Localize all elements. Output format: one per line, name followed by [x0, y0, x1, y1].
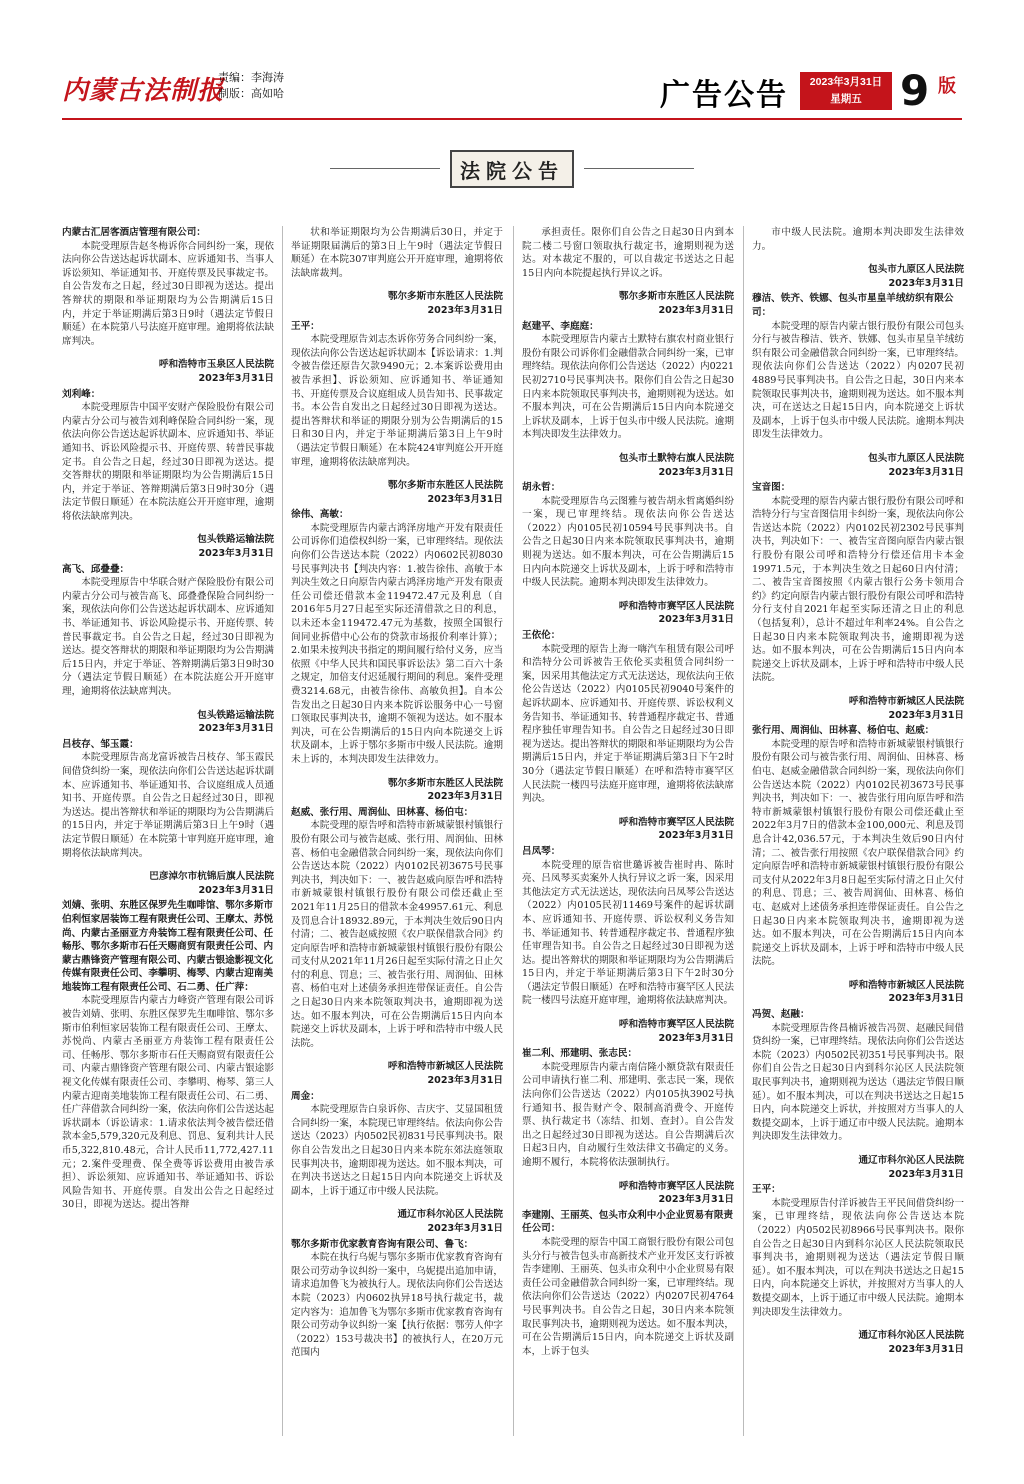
column-3: [522, 226, 734, 1360]
notice-date: 2023年3月31日: [888, 1168, 964, 1180]
notice-date: 2023年3月31日: [427, 791, 503, 803]
notice-recipient: 刘利峰：: [62, 388, 101, 400]
notice-court: 包头市土默特右旗人民法院: [618, 452, 734, 464]
column-4: [752, 226, 964, 1358]
court-notice: [291, 508, 503, 803]
notice-recipient: 王平：: [752, 1184, 781, 1196]
notice-recipient: 徐伟、高敏：: [291, 509, 349, 521]
column-divider: [513, 226, 514, 1436]
court-notice: [62, 563, 274, 736]
notice-court: 鄂尔多斯市东胜区人民法院: [387, 777, 503, 789]
page-header: [0, 0, 1024, 120]
notice-date: 2023年3月31日: [888, 709, 964, 721]
notice-recipient: 王依伦：: [522, 630, 561, 642]
court-notice: [522, 629, 734, 843]
notice-court: 通辽市科尔沁区人民法院: [858, 1155, 964, 1166]
notice-court: 包头市九原区人民法院: [868, 264, 964, 276]
notice-court: 呼和浩特市赛罕区人民法院: [618, 600, 734, 612]
court-notice: [522, 226, 734, 318]
notice-court: 呼和浩特市新城区人民法院: [848, 979, 964, 991]
notice-date: 2023年3月31日: [658, 1194, 734, 1206]
notice-recipient: 内蒙古汇居客酒店管理有限公司：: [62, 227, 206, 238]
notice-recipient: 吕枝存、邹玉霞：: [62, 738, 139, 750]
notice-court: 呼和浩特市赛罕区人民法院: [618, 816, 734, 828]
newspaper-logo: 内蒙古法制报: [62, 76, 225, 106]
notice-court: 通辽市科尔沁区人民法院: [858, 1330, 964, 1342]
court-notice: [62, 899, 274, 1212]
notice-court: 包头铁路运输法院: [197, 709, 274, 721]
notice-body: 本院受理的原告内蒙古银行股份有限公司包头分行与被告穆洁、铁齐、铁娜、包头市星皇羊绒纺织有限公司金融借款合同纠纷一案，已审理终结。现依法向你们公告送达（2022）内0207民初4889号民事判决书。自公告之日起，30日内来本院领取民事判决书，逾期则视为送达。如不服本判决，可在送达之日起15日内，向本院递交上诉状及副本，上诉于包头市中级人民法院。逾期本判决即发生法律效力。: [752, 320, 964, 441]
court-notice: [291, 226, 503, 318]
court-notice: [752, 1183, 964, 1356]
header-rule: [62, 118, 962, 120]
court-notice: [291, 320, 503, 507]
notice-recipient: 赵威、张行用、周润仙、田林喜、杨伯屯：: [291, 806, 474, 818]
section-banner: [450, 150, 574, 188]
notice-court: 鄂尔多斯市东胜区人民法院: [387, 480, 503, 492]
notice-date: 2023年3月31日: [658, 304, 734, 316]
notice-court: 呼和浩特市新城区人民法院: [387, 1061, 503, 1073]
court-notice: [291, 1238, 503, 1360]
notice-recipient: 赵建平、李庭庭：: [522, 320, 599, 332]
page-number: 9: [900, 66, 930, 115]
notice-body: 承担责任。限你们自公告之日起30日内到本院二楼二号窗口领取执行裁定书，逾期则视为送达。对本裁定不服的，可以自裁定书送达之日起15日内向本院提起执行异议之诉。: [522, 227, 734, 279]
notice-body: 本院受理的原告内蒙古银行股份有限公司呼和浩特分行与宝音图信用卡纠纷一案，现依法向你公告送达本院（2022）内0102民初2302号民事判决书，判决如下：一、被告宝音图向原告内蒙古银行股份有限公司呼和浩特分行偿还信用卡本金19971.5元，于本判决生效之日起60日内付清；二、被告宝音图按照《内蒙古银行公务卡领用合约》约定向原告内蒙古银行股份有限公司呼和浩特分行支付自2021年起至实际还清之日止的利息（包括复利），总计不超过年利率24%。自公告之日起30日内来本院领取判决书，逾期即视为送达。如不服本判决，可在公告期满后15日内向本院递交上诉状及副本，上诉于呼和浩特市中级人民法院。: [752, 495, 964, 684]
notice-date: 2023年3月31日: [658, 614, 734, 626]
notice-recipient: 刘婧、张明、东胜区保罗先生咖啡馆、鄂尔多斯市伯利恒家居装饰工程有限责任公司、王摩太、苏悦尚、内蒙古圣丽亚方舟装饰工程有限责任公司、任畅彤、鄂尔多斯市石任天赐商贸有限责任公司、内蒙古鼎锋资产管理有限公司、内蒙古银途影视文化传媒有限责任公司、李攀明、梅琴、内蒙古迎南美地装饰工程有限责任公司、石二勇、任广萍：: [62, 900, 274, 993]
notice-court: 通辽市科尔沁区人民法院: [397, 1209, 503, 1221]
notice-recipient: 鄂尔多斯市优家教育咨询有限公司、鲁飞：: [291, 1238, 474, 1250]
notice-court: 巴彦淖尔市杭锦后旗人民法院: [149, 871, 274, 883]
court-notice: [752, 481, 964, 722]
notice-date: 2023年3月31日: [888, 993, 964, 1005]
section-title: 广告公告: [660, 78, 788, 113]
court-notice: [522, 845, 734, 1045]
notice-court: 呼和浩特市新城区人民法院: [848, 696, 964, 707]
notice-date: 2023年3月31日: [888, 466, 964, 478]
notice-date: 2023年3月31日: [658, 466, 734, 478]
notice-recipient: 吕凤琴：: [522, 845, 561, 857]
notice-date: 2023年3月31日: [198, 548, 274, 560]
court-notice: [522, 481, 734, 627]
notice-recipient: 宝音图：: [752, 482, 791, 494]
court-notice: [62, 738, 274, 898]
notice-court: 包头市九原区人民法院: [868, 452, 964, 464]
court-notice: [291, 1090, 503, 1236]
notice-body: 本院在执行乌妮与鄂尔多斯市优家教育咨询有限公司劳动争议纠纷一案中，乌妮提出追加申请，请求追加鲁飞为被执行人。现依法向你们公告送达本院（2023）内0602执异18号执行裁定书，裁定内容为：追加鲁飞为鄂尔多斯市优家教育咨询有限公司劳动争议纠纷一案【执行依据：鄂劳人仲字（2022）153号裁决书】的被执行人，在20万元范围内: [291, 1252, 503, 1359]
notice-recipient: 张行用、周润仙、田林喜、杨伯屯、赵威：: [752, 725, 935, 737]
notice-body: 本院受理原告高龙富诉被告吕枝存、邹玉霞民间借贷纠纷一案，现依法向你们公告送达起诉状副本、应诉通知书、举证通知书、合议庭组成人员通知书、开庭传票。自公告之日起经过30日，即视为送达。提出答辩状和举证的期限均为公告期满后的15日内，并定于举证期满后第3日上午9时（遇法定节假日顺延）在本院第十审判庭开庭审理，逾期将依法缺席判决。: [62, 752, 274, 859]
court-notice: [62, 226, 274, 386]
notice-date: 2023年3月31日: [198, 884, 274, 896]
banner-title: 法院公告: [460, 158, 564, 183]
notice-court: 呼和浩特市玉泉区人民法院: [158, 359, 274, 371]
editor-credit: 责编：李海涛: [218, 72, 284, 84]
notice-date: 2023年3月31日: [427, 493, 503, 505]
notice-body: 本院受理的原告中国工商银行股份有限公司包头分行与被告包头市高新技术产业开发区支行诉被告李建刚、王丽英、包头市众利中小企业贸易有限责任公司金融借款合同纠纷一案，已审理终结。现依法向你们公告送达（2022）内0207民初4764号民事判决书。自公告之日起，30日内来本院领取民事判决书，逾期则视为送达。如不服本判决，可在公告期满后15日内，向本院递交上诉状及副本，上诉于包头: [522, 1236, 734, 1357]
court-notice: [752, 724, 964, 1006]
notice-court: 包头铁路运输法院: [197, 534, 274, 546]
notice-date: 2023年3月31日: [888, 1343, 964, 1355]
page-label: 版: [938, 76, 956, 97]
issue-weekday: 星期五: [830, 93, 862, 105]
notice-recipient: 周金：: [291, 1090, 320, 1102]
notice-body: 本院受理原告内蒙古土默特右旗农村商业银行股份有限公司诉你们金融借款合同纠纷一案，已审理终结。现依法向你们公告送达（2022）内0221民初2710号民事判决书。限你们自公告之日起30日内来本院领取民事判决书，逾期则视为送达。如不服本判决，可在公告期满后15日内向本院递交上诉状及副本，上诉于包头市中级人民法院。逾期本判决即发生法律效力。: [522, 334, 734, 441]
notice-body: 本院受理原告付洋诉被告王平民间借贷纠纷一案，已审理终结，现依法向你公告送达本院（2022）内0502民初8966号民事判决书。限你自公告之日起30日内到科尔沁区人民法院领取民事判决书，逾期则视为送达（遇法定节假日顺延）。如不服本判决，可以在判决书送达之日起15日内，向本院递交上诉状，并按照对方当事人的人数提交副本，上诉于通辽市中级人民法院。逾期本判决即发生法律效力。: [752, 1197, 964, 1318]
court-notice: [522, 320, 734, 480]
banner-ornament-left: [330, 168, 440, 169]
court-notice: [291, 806, 503, 1088]
banner-ornament-right: [584, 168, 694, 169]
court-notice: [522, 1209, 734, 1359]
notice-recipient: 高飞、邱叠叠：: [62, 563, 130, 575]
notice-body: 本院受理原告佟昌楠诉被告冯贺、赵融民间借贷纠纷一案，已审理终结。现依法向你们公告送达本院（2023）内0502民初351号民事判决书。限你们自公告之日起30日内到科尔沁区人民法院领取民事判决书，逾期则视为送达（遇法定节假日顺延）。如不服本判决，可以在判决书送达之日起15日内，向本院递交上诉状，并按照对方当事人的人数提交副本，上诉于通辽市中级人民法院。逾期本判决即发生法律效力。: [752, 1022, 964, 1143]
column-1: [62, 226, 274, 1214]
court-notice: [522, 1047, 734, 1207]
notice-date: 2023年3月31日: [427, 1075, 503, 1087]
notice-court: 鄂尔多斯市东胜区人民法院: [387, 291, 503, 303]
notice-body: 本院受理的原告上海一嗨汽车租赁有限公司呼和浩特分公司诉被告王依伦买卖租赁合同纠纷一案，因采用其他法定方式无法送达，现依法向王依伦公告送达（2022）内0105民初9040号案件的起诉状副本、应诉通知书、开庭传票、诉讼权利义务告知书、举证通知书、转普通程序裁定书、普通程序独任审理告知书。自公告之日起经过30日即视为送达。提出答辩状的期限和举证期限均为公告期满后15日内，并定于举证期满后第3日下午2时30分（遇法定节假日顺延）在呼和浩特市赛罕区人民法院一楼四号法庭开庭审理，逾期将依法缺席判决。: [522, 643, 734, 805]
notice-body: 本院受理的原告宿世璐诉被告崔时冉、陈时亮、吕凤琴买卖案外人执行异议之诉一案，因采用其他法定方式无法送达，现依法向吕凤琴公告送达（2022）内0105民初11469号案件的起诉状副本、应诉通知书、开庭传票、诉讼权利义务告知书、举证通知书、转普通程序裁定书、普通程序独任审理告知书。自公告之日起经过30日即视为送达。提出答辩状的期限和举证期限均为公告期满后15日内，并定于举证期满后第3日下午2时30分（遇法定节假日顺延）在呼和浩特市赛罕区人民法院一楼四号法庭开庭审理，逾期将依法缺席判决。: [522, 859, 734, 1007]
notice-recipient: 冯贺、赵融：: [752, 1009, 810, 1021]
court-notice: [752, 1008, 964, 1181]
notice-body: 本院受理原告内蒙古力峰资产管理有限公司诉被告刘婧、张明、东胜区保罗先生咖啡馆、鄂尔多斯市伯利恒家居装饰工程有限责任公司、王摩太、苏悦尚、内蒙古圣丽亚方舟装饰工程有限责任公司、任畅彤、鄂尔多斯市石任天赐商贸有限责任公司、内蒙古鼎锋资产管理有限公司、内蒙古银途影视文化传媒有限责任公司、李攀明、梅琴、第三人内蒙古迎南美地装饰工程有限责任公司、石二勇、任广萍借款合同纠纷一案，依法向你们公告送达起诉状副本（诉讼请求：1.请求依法判令被告偿还借款本金5,579,320元及利息、罚息、复利共计人民币5,322,810.48元，合计人民币11,772,427.11元；2.案件受理费、保全费等诉讼费用由被告承担）、诉讼须知、应诉通知书、举证通知书、诉讼风险告知书、开庭传票。自发出公告之日起经过30日，即视为送达。提出答辩: [62, 995, 274, 1211]
column-divider: [282, 226, 283, 1436]
notice-body: 本院受理的原告呼和浩特市新城蒙银村镇银行股份有限公司与被告张行用、周润仙、田林喜、杨伯屯、赵威金融借款合同纠纷一案，现依法向你们公告送达本院（2022）内0102民初3673号民事判决书，判决如下：一、被告张行用向原告呼和浩特市新城蒙银村镇银行股份有限公司偿还截止至2022年3月7日的借款本金100,000元、利息及罚息合计42,036.57元，于本判决生效后90日内付清；二、被告张行用按照《农户联保借款合同》约定向原告呼和浩特市新城蒙银村镇银行股份有限公司支付从2022年3月8日起至实际付清之日止欠付的利息、罚息；三、被告周润仙、田林喜、杨伯屯、赵威对上述债务承担连带保证责任。自公告之日起30日内来本院领取判决书，逾期即视为送达。如不服本判决，可在公告期满后15日内向本院递交上诉状及副本，上诉于呼和浩特市中级人民法院。: [752, 738, 964, 968]
court-notice: [752, 292, 964, 479]
credits: [218, 70, 284, 102]
notice-court: 呼和浩特市赛罕区人民法院: [618, 1180, 734, 1192]
column-2: [291, 226, 503, 1362]
notice-court: 呼和浩特市赛罕区人民法院: [618, 1019, 734, 1031]
notice-date: 2023年3月31日: [198, 723, 274, 735]
notice-recipient: 李建刚、王丽英、包头市众利中小企业贸易有限责任公司：: [522, 1209, 734, 1235]
notice-date: 2023年3月31日: [658, 1032, 734, 1044]
court-notice: [752, 226, 964, 290]
notice-body: 市中级人民法院。逾期本判决即发生法律效力。: [752, 227, 964, 252]
notice-body: 本院受理原告白泉诉你、吉庆宇、艾显国租赁合同纠纷一案，本院现已审理终结。依法向你公告送达（2023）内0502民初831号民事判决书。限你自公告发出之日起30日内来本院东郊法庭领取民事判决书，逾期即视为送达。如不服本判决，可在判决书送达之日起15日内向本院递交上诉状及副本，上诉于通辽市中级人民法院。: [291, 1104, 503, 1197]
notice-recipient: 王平：: [291, 320, 320, 332]
notice-body: 本院受理原告中华联合财产保险股份有限公司内蒙古分公司与被告高飞、邱叠叠保险合同纠纷一案，现依法向你们公告送达起诉状副本、应诉通知书、举证通知书、诉讼风险提示书、开庭传票、转普民事裁定书。自公告之日起，经过30日即视为送达。提交答辩状的期限和举证期限均为公告期满后15日内，并定于举证、答辩期满后第3日9时30分（遇法定节假日顺延）在本院法庭公开开庭审理，逾期将依法缺席判决。: [62, 577, 274, 697]
notice-recipient: 胡永哲：: [522, 482, 561, 494]
notice-court: 鄂尔多斯市东胜区人民法院: [618, 291, 734, 303]
notice-body: 状和举证期限均为公告期满后30日，并定于举证期限届满后的第3日上午9时（遇法定节假日顺延）在本院307审判庭公开开庭审理，逾期将依法缺席裁判。: [291, 227, 503, 279]
notice-date: 2023年3月31日: [888, 277, 964, 289]
issue-date: 2023年3月31日: [809, 76, 883, 88]
notice-body: 本院受理原告内蒙古南信隆小额贷款有限责任公司申请执行崔二利、邢建明、张志民一案，现依法向你们公告送达（2022）内0105执3902号执行通知书、报告财产令、限制高消费令、开庭传票、执行裁定书（冻结、扣划、查封）。自公告发出之日起经过30日即视为送达。自公告期满后次日起3日内，自动履行生效法律文书确定的义务。逾期不履行，本院将依法强制执行。: [522, 1061, 734, 1168]
notice-date: 2023年3月31日: [198, 372, 274, 384]
producer-credit: 制版：高如哈: [218, 88, 284, 100]
column-divider: [743, 226, 744, 1436]
issue-date-box: [800, 72, 892, 110]
notice-body: 本院受理的原告呼和浩特市新城蒙银村镇银行股份有限公司与被告赵威、张行用、周润仙、田林喜、杨伯屯金融借款合同纠纷一案，现依法向你们公告送达本院（2022）内0102民初3675号民事判决书，判决如下：一、被告赵威向原告呼和浩特市新城蒙银村镇银行股份有限公司偿还截止至2021年11月25日的借款本金49957.61元、利息及罚息合计18932.89元，于本判决生效后90日内付清；二、被告赵威按照《农户联保借款合同》约定向原告呼和浩特市新城蒙银村镇银行股份有限公司支付从2021年11月26日起至实际付清之日止欠付的利息、罚息；三、被告张行用、周润仙、田林喜、杨伯屯对上述债务承担连带保证责任。自公告之日起30日内来本院领取判决书，逾期即视为送达。如不服本判决，可在公告期满后15日内向本院递交上诉状及副本，上诉于呼和浩特市中级人民法院。: [291, 820, 503, 1049]
notice-body: 本院受理原告中国平安财产保险股份有限公司内蒙古分公司与被告刘利峰保险合同纠纷一案，现依法向你公告送达起诉状副本、应诉通知书、举证通知书、诉讼风险提示书、开庭传票、转普民事裁定书。自公告之日起，经过30日即视为送达。提交答辩状的期限和举证期限均为公告期满后15日内，并定于举证、答辩期满后第3日9时30分（遇法定节假日顺延）在本院法庭公开开庭审理，逾期将依法缺席判决。: [62, 402, 274, 522]
notice-recipient: 穆洁、铁齐、铁娜、包头市星皇羊绒纺织有限公司：: [752, 293, 954, 318]
notice-date: 2023年3月31日: [427, 304, 503, 316]
notice-date: 2023年3月31日: [427, 1222, 503, 1234]
notice-recipient: 崔二利、邢建明、张志民：: [522, 1048, 638, 1060]
notice-date: 2023年3月31日: [658, 830, 734, 842]
notice-body: 本院受理原告内蒙古鸿泽房地产开发有限责任公司诉你们追偿权纠纷一案，已审理终结。现依法向你们公告送达本院（2022）内0602民初8030号民事判决书【判决内容：1.被告徐伟、高敏于本判决生效之日向原告内蒙古鸿泽房地产开发有限责任公司偿还借款本金119472.47元及利息（自2016年5月27日起至实际还清借款之日的利息，以未还本金119472.47元为基数，按照全国银行间同业拆借中心公布的贷款市场报价利率计算）；2.如果未按判决书指定的期间履行给付义务，应当依照《中华人民共和国民事诉讼法》第二百六十条之规定，加倍支付迟延履行期间的利息。案件受理费3214.68元，由被告徐伟、高敏负担】。自本公告发出之日起30日内来本院诉讼服务中心一号窗口领取民事判决书，逾期不领视为送达。如不服本判决，可在公告期满后的15日内向本院递交上诉状及副本，上诉于鄂尔多斯市中级人民法院。逾期未上诉的，本判决即发生法律效力。: [291, 522, 503, 765]
court-notice: [62, 388, 274, 561]
notice-body: 本院受理原告乌云图雅与被告胡永哲离婚纠纷一案，现已审理终结。现依法向你公告送达（2022）内0105民初10594号民事判决书。自公告之日起30日内来本院领取民事判决书，逾期则视为送达。如不服本判决，可在公告期满后15日内向本院递交上诉状及副本，上诉于呼和浩特市中级人民法院。逾期本判决即发生法律效力。: [522, 495, 734, 589]
notice-body: 本院受理原告刘志杰诉你劳务合同纠纷一案，现依法向你公告送达起诉状副本【诉讼请求：1.判令被告偿还原告欠款9490元；2.本案诉讼费用由被告承担】、诉讼须知、应诉通知书、举证通知书、开庭传票及合议庭组成人员告知书、民事裁定书。本公告自发出之日起经过30日即视为送达。提出答辩状和举证的期限分别为公告期满后的15日和30日内，并定于举证期满后第3日上午9时（遇法定节假日顺延）在本院424审判庭公开开庭审理，逾期将依法缺席判决。: [291, 334, 503, 468]
notice-body: 本院受理原告赵冬梅诉你合同纠纷一案，现依法向你公告送达起诉状副本、应诉通知书、当事人诉讼须知、举证通知书、开庭传票及民事裁定书。自公告发布之日起，经过30日即视为送达。提出答辩状的期限和举证期限均为公告期满后15日内，并定于举证期满后第3日9时（遇法定节假日顺延）在本院第八号法庭开庭审理。逾期将依法缺席判决。: [62, 240, 274, 347]
